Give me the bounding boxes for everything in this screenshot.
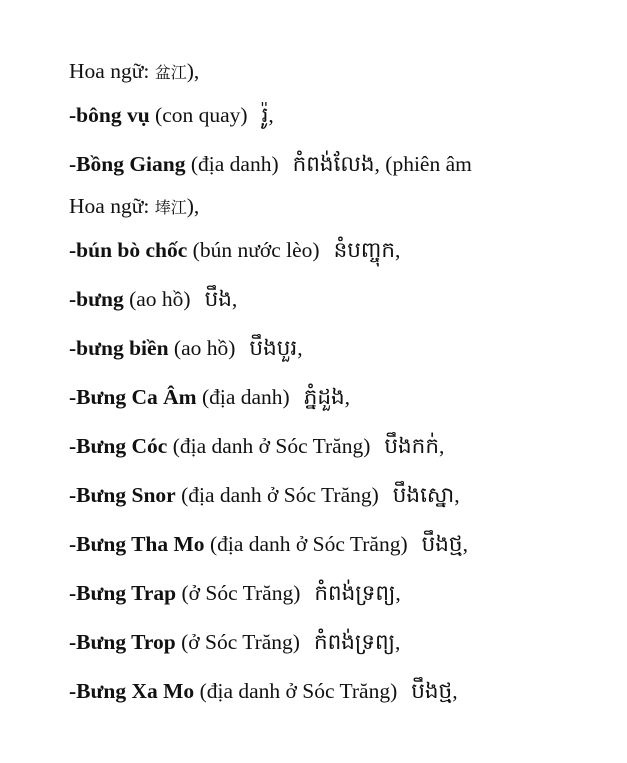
entry-term: -Bưng Tha Mo [69, 532, 205, 556]
entry-gloss: (địa danh ở Sóc Trăng) [175, 483, 379, 507]
entry-term: -bưng [69, 287, 124, 311]
entry-term: -Bưng Ca Âm [69, 385, 197, 409]
entry-khmer: ភ្នំដួង [303, 385, 345, 409]
entry-gloss: (ở Sóc Trăng) [176, 581, 301, 605]
entry-tail: , [438, 434, 445, 458]
entry-tail: , [452, 679, 458, 703]
entry-term: -bông vụ [69, 103, 150, 127]
entry-tail: , [395, 630, 401, 654]
entry-line [69, 193, 609, 221]
entry-line [69, 151, 609, 179]
entry-tail: , (phiên âm [374, 152, 472, 176]
entry-line [69, 384, 609, 412]
entry-line [69, 629, 609, 657]
entry-khmer: បឹង [204, 287, 232, 311]
entry-khmer: បឹងស្នោ [392, 483, 455, 507]
entry-tail: , [231, 287, 238, 311]
entry-khmer: កំពង់ទ្រព្យ [314, 581, 396, 605]
entry-gloss: (địa danh ở Sóc Trăng) [167, 434, 371, 458]
entry-term: -Bưng Snor [69, 483, 176, 507]
entry-khmer: បឹងថ្ម [421, 532, 463, 556]
entry-khmer: កំពង់ទ្រព្យ [313, 630, 396, 654]
entry-line [69, 335, 609, 363]
entry-tail: ), [186, 59, 200, 83]
entry-tail: , [268, 103, 274, 127]
entry-tail: , [395, 581, 401, 605]
entry-khmer: រ៉ូ [261, 103, 269, 127]
entry-gloss: (ao hồ) [123, 287, 191, 311]
entry-gloss: (con quay) [149, 103, 248, 127]
entry-chinese: 盆江 [154, 63, 187, 82]
entry-term: -bưng biền [69, 336, 169, 360]
entry-line [69, 531, 609, 559]
entry-tail: , [462, 532, 468, 556]
entry-line [69, 580, 609, 608]
entry-term: -Bưng Trop [69, 630, 176, 654]
entry-gloss: (bún nước lèo) [187, 238, 320, 262]
entry-line [69, 482, 609, 510]
entry-gloss: (địa danh ở Sóc Trăng) [204, 532, 408, 556]
entry-gloss: (ao hồ) [168, 336, 236, 360]
entry-term: -Bưng Xa Mo [69, 679, 195, 703]
entry-khmer: បឹងបួរ [249, 336, 298, 360]
entry-khmer: បឹងកក់ [384, 434, 439, 458]
entry-term: -Bồng Giang [69, 152, 186, 176]
entry-line [69, 237, 609, 265]
entry-gloss: (ở Sóc Trăng) [175, 630, 300, 654]
entry-khmer: បឹងថ្ម [411, 679, 453, 703]
entry-line [69, 433, 609, 461]
entry-line [69, 678, 609, 706]
entry-khmer: នំបញ្ចុក [333, 238, 395, 262]
entry-gloss: Hoa ngữ: [69, 194, 155, 218]
entry-gloss: (địa danh ở Sóc Trăng) [194, 679, 398, 703]
entry-term: -Bưng Cóc [69, 434, 168, 458]
entry-tail: , [344, 385, 351, 409]
dictionary-page [69, 58, 609, 706]
entry-gloss: (địa danh) [196, 385, 290, 409]
entry-line [69, 58, 609, 86]
entry-khmer: កំពង់លែង [292, 152, 375, 176]
entry-tail: , [454, 483, 460, 507]
entry-gloss: (địa danh) [185, 152, 279, 176]
entry-chinese: 埲江 [154, 198, 187, 217]
entry-tail: , [395, 238, 401, 262]
entry-term: -Bưng Trap [69, 581, 177, 605]
entry-line [69, 286, 609, 314]
entry-tail: ), [186, 194, 200, 218]
entry-term: -bún bò chốc [69, 238, 188, 262]
entry-gloss: Hoa ngữ: [69, 59, 155, 83]
entry-line [69, 102, 609, 130]
entry-tail: , [297, 336, 303, 360]
